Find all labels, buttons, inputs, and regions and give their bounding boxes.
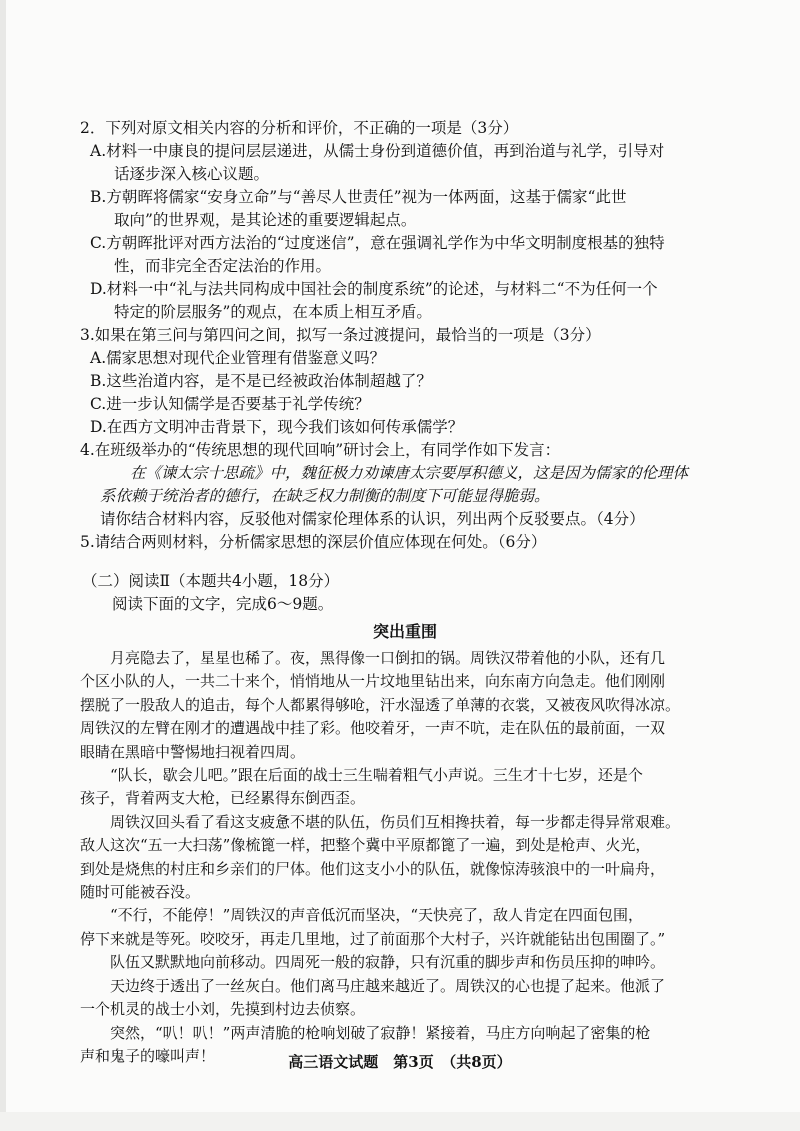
q2-option-a-line2: 话逐步深入核心议题。 [114, 165, 270, 183]
q2-option-d-line1: D.材料一中“礼与法共同构成中国社会的制度系统”的论述，与材料二“不为任何一个 [90, 280, 658, 298]
passage [80, 647, 730, 1068]
section-2-heading: （二）阅读Ⅱ（本题共4小题，18分） [82, 572, 340, 590]
para-4-line1: “不行，不能停！”周铁汉的声音低沉而坚决，“天快亮了，敌人肯定在四面包围， [110, 906, 644, 925]
para-4-line2: 停下来就是等死。咬咬牙，再走几里地，过了前面那个大村子，兴许就能钻出包围圈了。” [80, 929, 666, 948]
q2-option-b-line2: 取向”的世界观，是其论述的重要逻辑起点。 [114, 211, 417, 229]
q2-option-b-line1: B.方朝晖将儒家“安身立命”与“善尽人世责任”视为一体两面，这基于儒家“此世 [90, 188, 627, 206]
para-1-line2: 个区小队的人，一共二十来个，悄悄地从一片坟地里钻出来，向东南方向急走。他们刚刚 [80, 672, 666, 691]
question-5-stem: 5.请结合两则材料，分析儒家思想的深层价值应体现在何处。（6分） [80, 533, 547, 551]
q3-option-b: B.这些治道内容，是不是已经被政治体制超越了？ [90, 372, 432, 390]
section-2-instruction: 阅读下面的文字，完成6～9题。 [112, 595, 334, 613]
page-footer: 高三语文试题 第3页 （共8页） [288, 1053, 512, 1071]
q4-task: 请你结合材料内容，反驳他对儒家伦理体系的认识，列出两个反驳要点。（4分） [100, 510, 645, 528]
q4-quote-line2: 系依赖于统治者的德行，在缺乏权力制衡的制度下可能显得脆弱。 [100, 487, 550, 505]
para-5-line1: 队伍又默默地向前移动。四周死一般的寂静，只有沉重的脚步声和伤员压抑的呻吟。 [110, 953, 666, 972]
para-6-line1: 天边终于透出了一丝灰白。他们离马庄越来越近了。周铁汉的心也提了起来。他派了 [110, 976, 666, 995]
question-2-stem: 2．下列对原文相关内容的分析和评价，不正确的一项是（3分） [80, 119, 519, 137]
para-1-line4: 周铁汉的左臂在刚才的遭遇战中挂了彩。他咬着牙，一声不吭，走在队伍的最前面，一双 [80, 719, 666, 738]
q3-option-d: D.在西方文明冲击背景下，现今我们该如何传承儒学？ [90, 418, 464, 436]
para-1-line5: 眼睛在黑暗中警惕地扫视着四周。 [80, 742, 306, 761]
q2-option-c-line1: C.方朝晖批评对西方法治的“过度迷信”，意在强调礼学作为中华文明制度根基的独特 [90, 234, 665, 252]
question-2 [80, 117, 730, 324]
q2-option-d-line2: 特定的阶层服务”的观点，在本质上相互矛盾。 [114, 303, 432, 321]
para-3-line1: 周铁汉回头看了看这支疲惫不堪的队伍，伤员们互相搀扶着，每一步都走得异常艰难。 [110, 812, 681, 831]
para-2-line2: 孩子，背着两支大枪，已经累得东倒西歪。 [80, 789, 366, 808]
passage-title-text: 突出重围 [372, 622, 437, 641]
para-3-line2: 敌人这次“五一大扫荡”像梳篦一样，把整个冀中平原都篦了一遍，到处是枪声、火光， [80, 836, 651, 855]
question-3 [80, 324, 730, 439]
q3-option-c: C.进一步认知儒学是否要基于礼学传统？ [90, 395, 370, 413]
para-3-line3: 到处是烧焦的村庄和乡亲们的尸体。他们这支小小的队伍，就像惊涛骇浪中的一叶扁舟， [80, 859, 666, 878]
para-1-line3: 摆脱了一股敌人的追击，每个人都累得够呛，汗水湿透了单薄的衣裳，又被夜风吹得冰凉。 [80, 695, 681, 714]
para-3-line4: 随时可能被吞没。 [80, 883, 201, 902]
para-1-line1: 月亮隐去了，星星也稀了。夜，黑得像一口倒扣的锅。周铁汉带着他的小队，还有几 [110, 649, 666, 667]
para-7-line1: 突然，“叭！叭！”两声清脆的枪响划破了寂静！紧接着，马庄方向响起了密集的枪 [110, 1023, 651, 1042]
q4-quote-line1: 在《谏太宗十思疏》中，魏征极力劝谏唐太宗要厚积德义，这是因为儒家的伦理体 [130, 464, 689, 482]
para-7-line2: 声和鬼子的嚎叫声！ [80, 1046, 216, 1065]
question-4-stem: 4.在班级举办的“传统思想的现代回响”研讨会上，有同学作如下发言： [80, 441, 561, 459]
q2-option-c-line2: 性，而非完全否定法治的作用。 [114, 257, 332, 275]
para-6-line2: 一个机灵的战士小刘，先摸到村边去侦察。 [80, 1000, 366, 1019]
passage-title [80, 620, 730, 643]
q2-option-a-line1: A.材料一中康良的提问层层递进，从儒士身份到道德价值，再到治道与礼学，引导对 [90, 142, 665, 160]
para-2-line1: “队长，歇会儿吧。”跟在后面的战士三生喘着粗气小声说。三生才十七岁，还是个 [110, 766, 643, 785]
scan-bottom-edge [0, 1112, 800, 1131]
scan-margin [0, 0, 6, 1131]
question-4 [80, 439, 730, 531]
q3-option-a: A.儒家思想对现代企业管理有借鉴意义吗？ [90, 349, 386, 367]
question-3-stem: 3.如果在第三问与第四问之间，拟写一条过渡提问，最恰当的一项是（3分） [80, 326, 601, 344]
question-5 [80, 531, 730, 554]
section-2-header [82, 570, 732, 616]
